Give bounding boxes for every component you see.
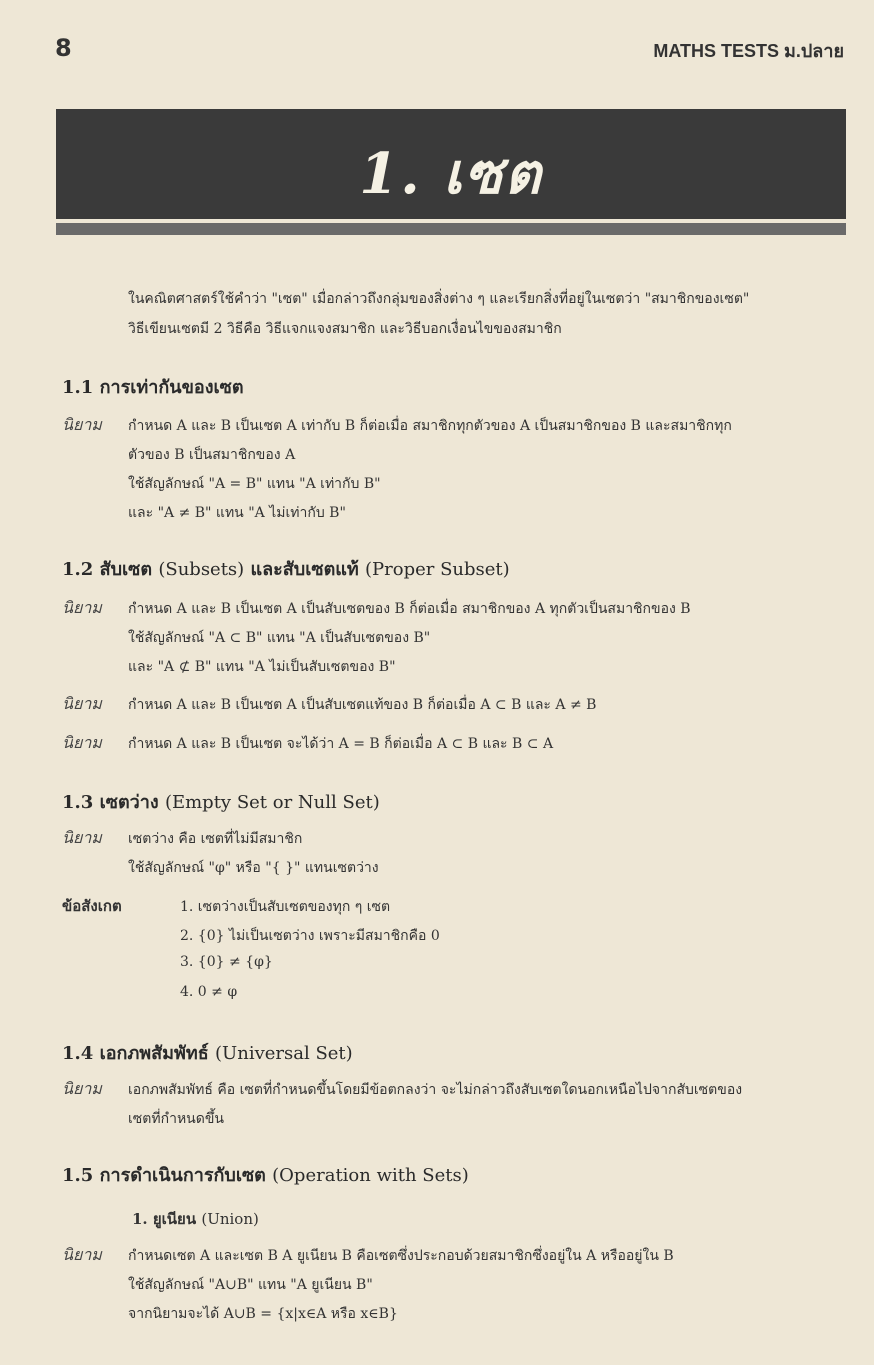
note-item: 3. {0} ≠ {φ} xyxy=(180,954,273,970)
note-item: 4. 0 ≠ φ xyxy=(180,984,238,1000)
s15-heading-en: (Operation with Sets) xyxy=(272,1165,469,1186)
s12-heading-en-1: (Subsets) xyxy=(158,559,245,580)
definition-label: นิยาม xyxy=(62,694,102,713)
definition-label: นิยาม xyxy=(62,1079,102,1098)
s15-sub-en: (Union) xyxy=(201,1210,259,1228)
banner-stripe xyxy=(56,223,846,235)
s12-symbol-line-2: และ "A ⊄ B" แทน "A ไม่เป็นสับเซตของ B" xyxy=(128,659,396,675)
s14-heading-en: (Universal Set) xyxy=(215,1043,353,1064)
section-heading-1-3 xyxy=(62,787,380,816)
section-heading-1-4 xyxy=(62,1038,353,1067)
s14-def-line-1: เอกภพสัมพัทธ์ คือ เซตที่กำหนดขึ้นโดยมีข้อตกลงว่า จะไม่กล่าวถึงสับเซตใดนอกเหนือไปจากสับเซตของ xyxy=(128,1082,743,1098)
section-heading-1-1: 1.1 การเท่ากันของเซต xyxy=(62,377,244,398)
note-item: 2. {0} ไม่เป็นเซตว่าง เพราะมีสมาชิกคือ 0 xyxy=(180,928,440,944)
page-number: 8 xyxy=(55,34,72,62)
s12-heading-th: 1.2 สับเซต xyxy=(62,559,153,580)
definition-label: นิยาม xyxy=(62,828,102,847)
s13-def-line-1: เซตว่าง คือ เซตที่ไม่มีสมาชิก xyxy=(128,831,303,847)
definition-label: นิยาม xyxy=(62,1245,102,1264)
s12-def-line-2: กำหนด A และ B เป็นเซต A เป็นสับเซตแท้ของ B ก็ต่อเมื่อ A ⊂ B และ A ≠ B xyxy=(128,697,597,713)
s15-def-line-1: กำหนดเซต A และเซต B A ยูเนียน B คือเซตซึ่งประกอบด้วยสมาชิกซึ่งอยู่ใน A หรืออยู่ใน B xyxy=(128,1248,674,1264)
s13-def-line-2: ใช้สัญลักษณ์ "φ" หรือ "{ }" แทนเซตว่าง xyxy=(128,860,379,876)
s11-symbol-line-1: ใช้สัญลักษณ์ "A = B" แทน "A เท่ากับ B" xyxy=(128,476,381,492)
chapter-banner xyxy=(56,109,846,219)
s15-heading-th: 1.5 การดำเนินการกับเซต xyxy=(62,1165,266,1186)
s15-def-line-2: ใช้สัญลักษณ์ "A∪B" แทน "A ยูเนียน B" xyxy=(128,1277,373,1293)
s12-def-line-1: กำหนด A และ B เป็นเซต A เป็นสับเซตของ B ก็ต่อเมื่อ สมาชิกของ A ทุกตัวเป็นสมาชิกของ B xyxy=(128,601,691,617)
s12-heading-mid: และสับเซตแท้ xyxy=(250,559,359,580)
s11-def-line-2: ตัวของ B เป็นสมาชิกของ A xyxy=(128,447,296,463)
intro-line-2: วิธีเขียนเซตมี 2 วิธีคือ วิธีแจกแจงสมาชิก และวิธีบอกเงื่อนไขของสมาชิก xyxy=(128,321,562,337)
definition-label: นิยาม xyxy=(62,733,102,752)
s12-symbol-line-1: ใช้สัญลักษณ์ "A ⊂ B" แทน "A เป็นสับเซตของ B" xyxy=(128,630,431,646)
s11-def-line-1: กำหนด A และ B เป็นเซต A เท่ากับ B ก็ต่อเมื่อ สมาชิกทุกตัวของ A เป็นสมาชิกของ B และสมาชิกทุก xyxy=(128,418,732,434)
definition-label: นิยาม xyxy=(62,415,102,434)
s15-sub-th: 1. ยูเนียน xyxy=(132,1210,197,1228)
running-title: MATHS TESTS ม.ปลาย xyxy=(653,41,844,61)
section-heading-1-5 xyxy=(62,1160,469,1189)
chapter-title: 1. เซต xyxy=(359,141,543,207)
s14-heading-th: 1.4 เอกภพสัมพัทธ์ xyxy=(62,1043,209,1064)
section-heading-1-2 xyxy=(62,554,510,583)
note-label: ข้อสังเกต xyxy=(62,897,122,915)
subsection-heading-union xyxy=(132,1207,259,1231)
s13-heading-th: 1.3 เซตว่าง xyxy=(62,792,159,813)
s15-def-line-3: จากนิยามจะได้ A∪B = {x|x∈A หรือ x∈B} xyxy=(128,1306,398,1322)
intro-line-1: ในคณิตศาสตร์ใช้คำว่า "เซต" เมื่อกล่าวถึงกลุ่มของสิ่งต่าง ๆ และเรียกสิ่งที่อยู่ในเซตว่า "สมาชิกของเซต" xyxy=(128,291,750,307)
s11-symbol-line-2: และ "A ≠ B" แทน "A ไม่เท่ากับ B" xyxy=(128,505,346,521)
note-item: 1. เซตว่างเป็นสับเซตของทุก ๆ เซต xyxy=(180,899,391,915)
s12-def-line-3: กำหนด A และ B เป็นเซต จะได้ว่า A = B ก็ต่อเมื่อ A ⊂ B และ B ⊂ A xyxy=(128,736,554,752)
s12-heading-en-2: (Proper Subset) xyxy=(365,559,510,580)
s13-heading-en: (Empty Set or Null Set) xyxy=(164,792,380,813)
s14-def-line-2: เซตที่กำหนดขึ้น xyxy=(128,1111,224,1127)
definition-label: นิยาม xyxy=(62,598,102,617)
